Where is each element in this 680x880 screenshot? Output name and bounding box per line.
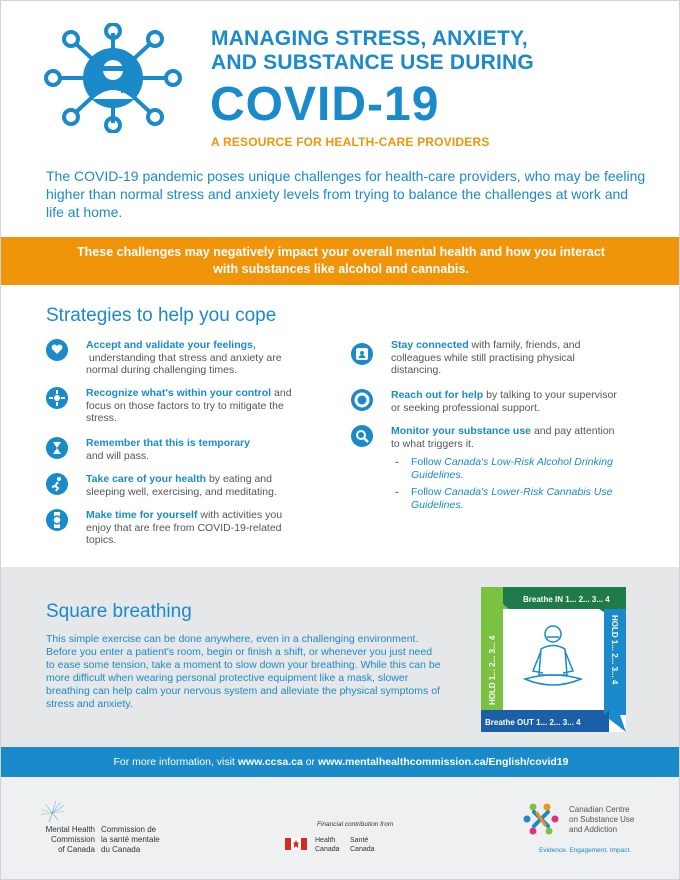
alcohol-guidelines-link[interactable]: Canada's Low-Risk Alcohol Drinking Guidelines. [411, 456, 613, 481]
strategy-accept [46, 339, 296, 377]
mhcc-en-line: Commission [50, 835, 95, 844]
breathe-out-label: Breathe OUT 1... 2... 3... 4 [485, 718, 581, 727]
hold-right-label: HOLD 1... 2... 3... 4 [610, 615, 619, 685]
contact-icon [351, 343, 373, 365]
strategy-text: with family, friends, and colleagues while still practising physical distancing. [391, 339, 581, 376]
watch-icon [46, 509, 68, 531]
strategies-heading: Strategies to help you cope [46, 305, 277, 326]
strategy-health [46, 473, 296, 498]
strategy-time [46, 509, 296, 547]
title-heading [211, 27, 651, 75]
strategy-connected [351, 339, 621, 377]
ccsa-name-line: on Substance Use [569, 815, 635, 824]
ccsa-tagline: Evidence. Engagement. Impact. [539, 847, 632, 854]
strategy-text: by talking to your supervisor or seeking professional support. [391, 389, 617, 414]
mhcc-link[interactable]: www.mentalhealthcommission.ca/English/covid19 [317, 756, 569, 768]
square-breathing-section [1, 567, 680, 747]
cannabis-guidelines-link[interactable]: Canada's Lower-Risk Cannabis Use Guidelines. [411, 486, 613, 511]
strategy-control [46, 387, 296, 425]
strategy-bold: Reach out for help [391, 389, 484, 401]
title-line2: AND SUBSTANCE USE DURING [211, 51, 534, 74]
health-canada-fr [350, 837, 375, 854]
breathe-in-label: Breathe IN 1... 2... 3... 4 [523, 595, 610, 604]
guideline-cannabis [391, 486, 621, 511]
ccsa-link[interactable]: www.ccsa.ca [237, 756, 303, 768]
strategy-bold: Accept and validate your feelings, [86, 339, 256, 351]
strategy-bold: Monitor your substance use [391, 425, 532, 437]
strategy-bold: Stay connected [391, 339, 469, 351]
hc-fr-line: Santé [350, 837, 369, 844]
guideline-alcohol [391, 456, 621, 481]
intro-paragraph: The COVID-19 pandemic poses unique challenges for health-care providers, who may be feeling higher than normal stress and anxiety levels from trying to balance the challenges at work and life at home. [46, 168, 646, 220]
strategy-bold: Make time for yourself [86, 509, 198, 521]
lifebuoy-icon [351, 389, 373, 411]
strategy-monitor [351, 425, 621, 516]
financial-contribution: Financial contribution from [317, 821, 394, 828]
strategy-bold: Recognize what's within your control [86, 387, 272, 399]
ccsa-name [569, 805, 669, 835]
guideline-prefix: Follow [411, 486, 445, 498]
mhcc-en-line: of Canada [58, 845, 95, 854]
hourglass-icon [46, 437, 68, 459]
strategy-temporary [46, 437, 296, 462]
banner-line1: These challenges may negatively impact your overall mental health and how you interact [77, 245, 605, 259]
more-info-prefix: For more information, visit [113, 756, 238, 768]
subtitle: A RESOURCE FOR HEALTH-CARE PROVIDERS [211, 135, 490, 149]
strategy-text: and will pass. [86, 449, 150, 462]
runner-icon [46, 473, 68, 495]
ccsa-logo-icon [521, 799, 561, 839]
ccsa-name-line: Canadian Centre [569, 805, 630, 814]
mhcc-fr-line: la santé mentale [101, 835, 160, 844]
hc-en-line: Canada [315, 845, 340, 853]
mhcc-name-fr [101, 825, 160, 855]
health-canada-en [315, 837, 340, 854]
hc-fr-line: Canada [350, 845, 375, 853]
square-breathing-diagram [481, 587, 626, 732]
canada-flag-icon [285, 838, 307, 850]
strategy-text: understanding that stress and anxiety are normal during challenging times. [86, 351, 282, 376]
challenges-banner [1, 237, 680, 285]
mhcc-name-en [35, 825, 95, 855]
strategy-text: and pay attention to what triggers it. [391, 425, 615, 450]
health-provider-network-icon [43, 23, 183, 133]
strategy-text: and focus on those factors to try to mitigate the stress. [86, 387, 292, 424]
mhcc-en-line: Mental Health [45, 825, 95, 834]
heart-hands-icon [46, 339, 68, 361]
ccsa-name-line: and Addiction [569, 825, 618, 834]
hc-en-line: Health [315, 837, 336, 844]
hold-left-label: HOLD 1... 2... 3... 4 [488, 635, 497, 705]
breathing-paragraph: This simple exercise can be done anywhere, even in a challenging environment. Before you enter a patient's room, begin or finish a shift, or whenever you just need to ease some tension, take a moment to slow down your breathing. While this can be more difficult when wearing personal protective equipment like a mask, slower breathing can help calm your nervous system and alleviate the physical symptoms of stress and anxiety. [46, 633, 441, 710]
strategy-bold: Remember that this is temporary [86, 437, 250, 449]
strategy-text: with activities you enjoy that are free from COVID-19-related topics. [86, 509, 283, 546]
breathing-heading: Square breathing [46, 601, 192, 622]
more-info-or: or [302, 756, 318, 768]
strategy-help [351, 389, 621, 414]
magnifier-icon [351, 425, 373, 447]
more-info-bar [1, 747, 680, 777]
title-line1: MANAGING STRESS, ANXIETY, [211, 27, 528, 50]
title-covid: COVID-19 [210, 78, 440, 131]
control-icon [46, 387, 68, 409]
mhcc-fr-line: du Canada [101, 845, 141, 854]
guidelines-list [391, 456, 621, 511]
mhcc-fr-line: Commission de [101, 825, 157, 834]
strategy-text: by eating and sleeping well, exercising, and meditating. [86, 473, 277, 498]
banner-line2: with substances like alcohol and cannabis. [213, 262, 469, 276]
strategy-bold: Take care of your health [86, 473, 207, 485]
guideline-prefix: Follow [411, 456, 445, 468]
footer [1, 777, 680, 880]
